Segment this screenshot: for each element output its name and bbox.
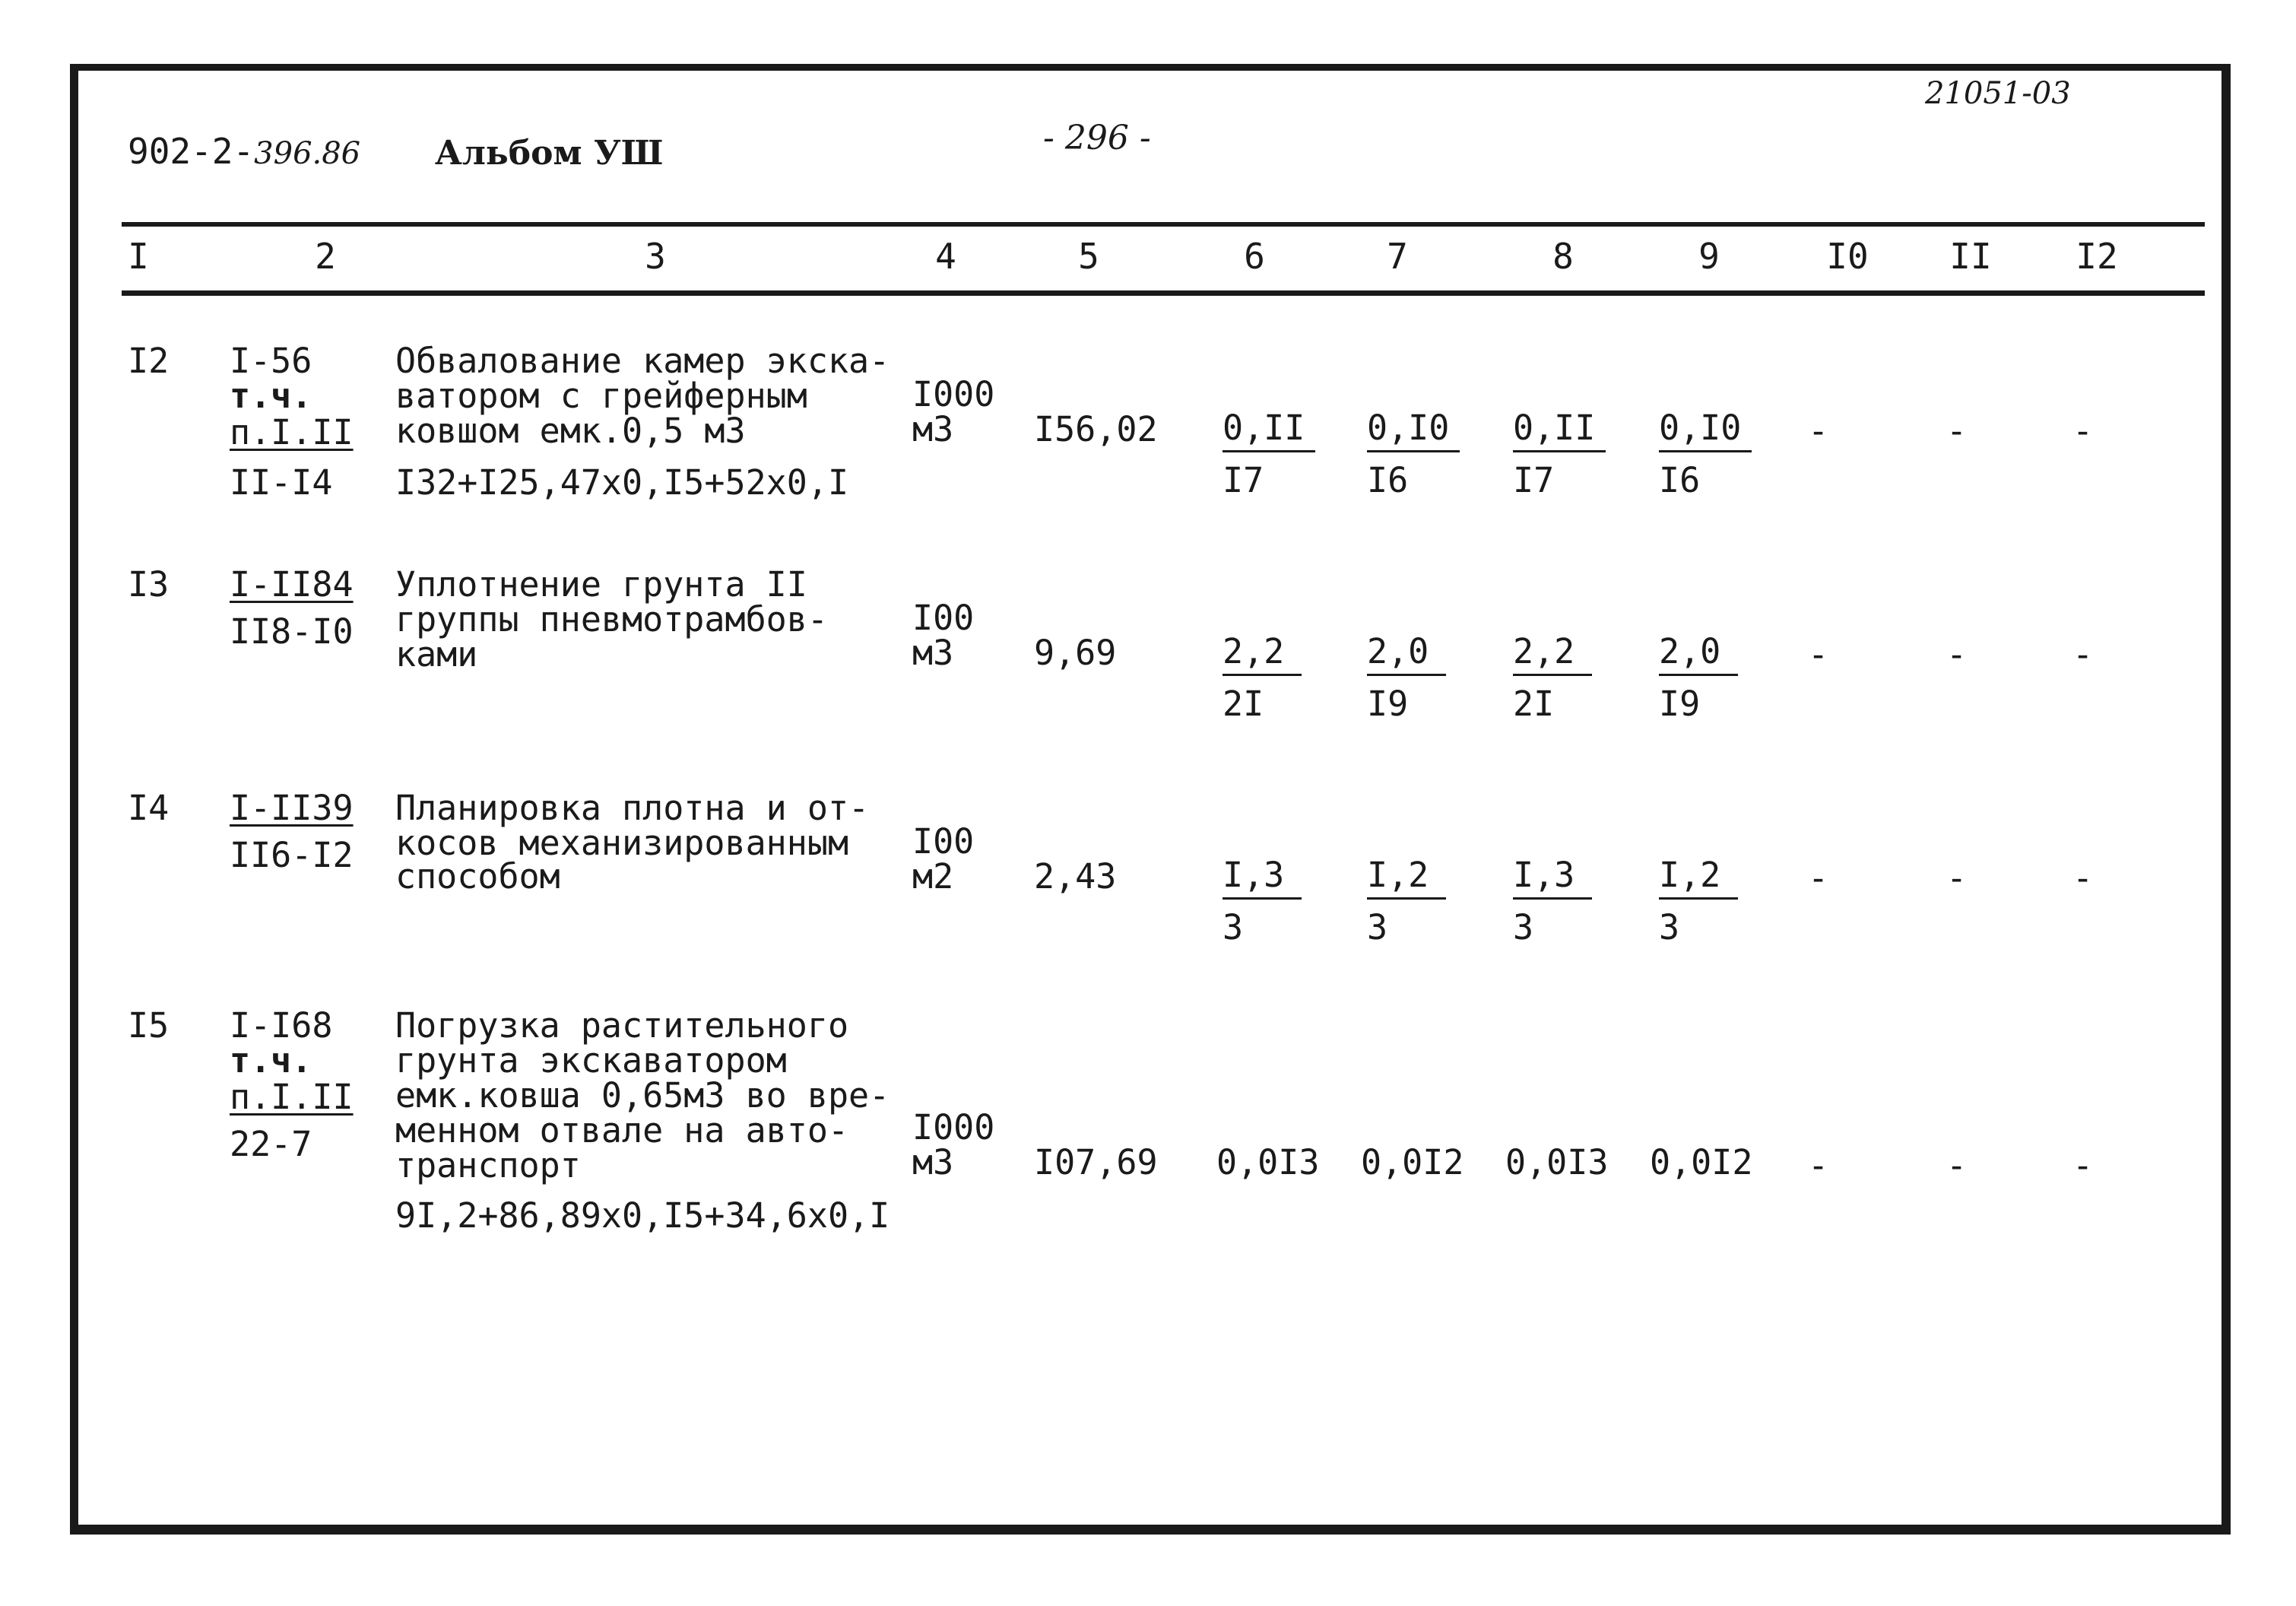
col-header-12: I2 bbox=[2076, 236, 2118, 277]
fraction-cell bbox=[1223, 631, 1302, 724]
col-header-6: 6 bbox=[1244, 236, 1265, 277]
page-number: - 296 - bbox=[1043, 119, 1151, 157]
description-line: Уплотнение грунта II bbox=[395, 564, 807, 605]
col-header-5: 5 bbox=[1078, 236, 1099, 277]
formula: I32+I25,47х0,I5+52х0,I bbox=[395, 462, 849, 503]
empty-cell: - bbox=[1946, 634, 1968, 674]
row-number: I5 bbox=[128, 1005, 170, 1046]
empty-cell: - bbox=[1808, 411, 1829, 451]
description-line: косов механизированным bbox=[395, 823, 849, 863]
unit-line: I00 bbox=[912, 821, 975, 862]
description-line: ватором с грейферным bbox=[395, 376, 807, 416]
fraction-denominator: I6 bbox=[1659, 460, 1701, 500]
col-header-2: 2 bbox=[315, 236, 336, 277]
col-header-7: 7 bbox=[1387, 236, 1408, 277]
unit-line: I000 bbox=[912, 1107, 995, 1147]
formula: 9I,2+86,89х0,I5+34,6х0,I bbox=[395, 1195, 890, 1236]
header-rule-bottom bbox=[122, 290, 2205, 296]
description-line: транспорт bbox=[395, 1145, 581, 1185]
page-frame bbox=[70, 64, 2231, 1535]
fraction-numerator: I,2 bbox=[1367, 858, 1446, 900]
unit-price: I56,02 bbox=[1034, 409, 1158, 449]
unit-line: м3 bbox=[912, 1142, 954, 1182]
fraction-numerator: 0,II bbox=[1513, 411, 1606, 452]
fraction-numerator: I,2 bbox=[1659, 858, 1738, 900]
unit-line: м2 bbox=[912, 856, 954, 897]
code-line: II-I4 bbox=[230, 462, 333, 503]
col-header-9: 9 bbox=[1698, 236, 1720, 277]
col-header-4: 4 bbox=[935, 236, 956, 277]
doc-prefix: 902-2- bbox=[128, 131, 255, 172]
fraction-numerator: 2,2 bbox=[1223, 634, 1302, 676]
fraction-denominator: 2I bbox=[1513, 684, 1555, 724]
unit-price: 9,69 bbox=[1034, 633, 1117, 673]
value-cell: 0,0I3 bbox=[1505, 1142, 1609, 1182]
fraction-denominator: I9 bbox=[1367, 684, 1409, 724]
description-line: менном отвале на авто- bbox=[395, 1110, 849, 1151]
col-header-8: 8 bbox=[1552, 236, 1574, 277]
fraction-denominator: 3 bbox=[1513, 907, 1534, 947]
empty-cell: - bbox=[2072, 411, 2094, 451]
fraction-numerator: I,3 bbox=[1223, 858, 1302, 900]
archive-stamp: 21051-03 bbox=[1925, 76, 2071, 111]
description-line: Планировка плотна и от- bbox=[395, 788, 870, 828]
empty-cell: - bbox=[1808, 1145, 1829, 1185]
col-header-10: I0 bbox=[1826, 236, 1869, 277]
code-line: т.ч. bbox=[230, 1040, 312, 1081]
fraction-numerator: 0,I0 bbox=[1367, 411, 1460, 452]
unit-line: м3 bbox=[912, 409, 954, 449]
code-line: II8-I0 bbox=[230, 611, 354, 652]
fraction-denominator: I9 bbox=[1659, 684, 1701, 724]
fraction-numerator: I,3 bbox=[1513, 858, 1592, 900]
value-cell: 0,0I2 bbox=[1361, 1142, 1464, 1182]
row-number: I2 bbox=[128, 341, 170, 381]
fraction-numerator: 2,0 bbox=[1367, 634, 1446, 676]
fraction-cell bbox=[1513, 855, 1592, 947]
fraction-denominator: 2I bbox=[1223, 684, 1264, 724]
album-label: Альбом УШ bbox=[435, 134, 664, 173]
fraction-numerator: 0,I0 bbox=[1659, 411, 1752, 452]
fraction-numerator: 0,II bbox=[1223, 411, 1315, 452]
fraction-denominator: I6 bbox=[1367, 460, 1409, 500]
empty-cell: - bbox=[2072, 858, 2094, 898]
doc-suffix: 396.86 bbox=[254, 136, 361, 171]
unit-price: 2,43 bbox=[1034, 856, 1117, 897]
fraction-denominator: 3 bbox=[1659, 907, 1680, 947]
col-header-1: I bbox=[128, 236, 149, 277]
code-line: I-56 bbox=[230, 341, 312, 381]
fraction-denominator: 3 bbox=[1223, 907, 1244, 947]
fraction-cell bbox=[1367, 631, 1446, 724]
description-line: Погрузка растительного bbox=[395, 1005, 849, 1046]
fraction-cell bbox=[1223, 855, 1302, 947]
description-line: ками bbox=[395, 634, 478, 674]
code-line: I-II84 bbox=[230, 564, 354, 605]
fraction-cell bbox=[1513, 408, 1606, 500]
description-line: способом bbox=[395, 856, 560, 897]
fraction-numerator: 2,2 bbox=[1513, 634, 1592, 676]
code-line: II6-I2 bbox=[230, 835, 354, 875]
empty-cell: - bbox=[1808, 858, 1829, 898]
code-line: I-II39 bbox=[230, 788, 354, 828]
unit-line: м3 bbox=[912, 633, 954, 673]
empty-cell: - bbox=[2072, 634, 2094, 674]
fraction-numerator: 2,0 bbox=[1659, 634, 1738, 676]
description-line: грунта экскаватором bbox=[395, 1040, 787, 1081]
unit-line: I000 bbox=[912, 374, 995, 414]
row-number: I3 bbox=[128, 564, 170, 605]
code-line: т.ч. bbox=[230, 376, 312, 416]
empty-cell: - bbox=[1808, 634, 1829, 674]
description-line: ковшом емк.0,5 м3 bbox=[395, 411, 746, 451]
row-number: I4 bbox=[128, 788, 170, 828]
fraction-denominator: I7 bbox=[1513, 460, 1555, 500]
empty-cell: - bbox=[1946, 1145, 1968, 1185]
code-line: п.I.II bbox=[230, 412, 354, 452]
col-header-11: II bbox=[1949, 236, 1992, 277]
fraction-cell bbox=[1223, 408, 1315, 500]
empty-cell: - bbox=[1946, 411, 1968, 451]
fraction-cell bbox=[1659, 631, 1738, 724]
fraction-denominator: 3 bbox=[1367, 907, 1388, 947]
value-cell: 0,0I3 bbox=[1216, 1142, 1320, 1182]
description-line: емк.ковша 0,65м3 во вре- bbox=[395, 1075, 890, 1116]
description-line: группы пневмотрамбов- bbox=[395, 599, 828, 640]
document-code bbox=[128, 131, 360, 172]
header-rule-top bbox=[122, 222, 2205, 227]
fraction-cell bbox=[1513, 631, 1592, 724]
unit-line: I00 bbox=[912, 598, 975, 638]
description-line: Обвалование камер экска- bbox=[395, 341, 890, 381]
fraction-cell bbox=[1659, 855, 1738, 947]
fraction-cell bbox=[1659, 408, 1752, 500]
empty-cell: - bbox=[1946, 858, 1968, 898]
col-header-3: 3 bbox=[645, 236, 666, 277]
fraction-cell bbox=[1367, 408, 1460, 500]
unit-price: I07,69 bbox=[1034, 1142, 1158, 1182]
fraction-denominator: I7 bbox=[1223, 460, 1264, 500]
fraction-cell bbox=[1367, 855, 1446, 947]
value-cell: 0,0I2 bbox=[1650, 1142, 1753, 1182]
code-line: п.I.II bbox=[230, 1077, 354, 1117]
code-line: 22-7 bbox=[230, 1124, 312, 1164]
code-line: I-I68 bbox=[230, 1005, 333, 1046]
empty-cell: - bbox=[2072, 1145, 2094, 1185]
